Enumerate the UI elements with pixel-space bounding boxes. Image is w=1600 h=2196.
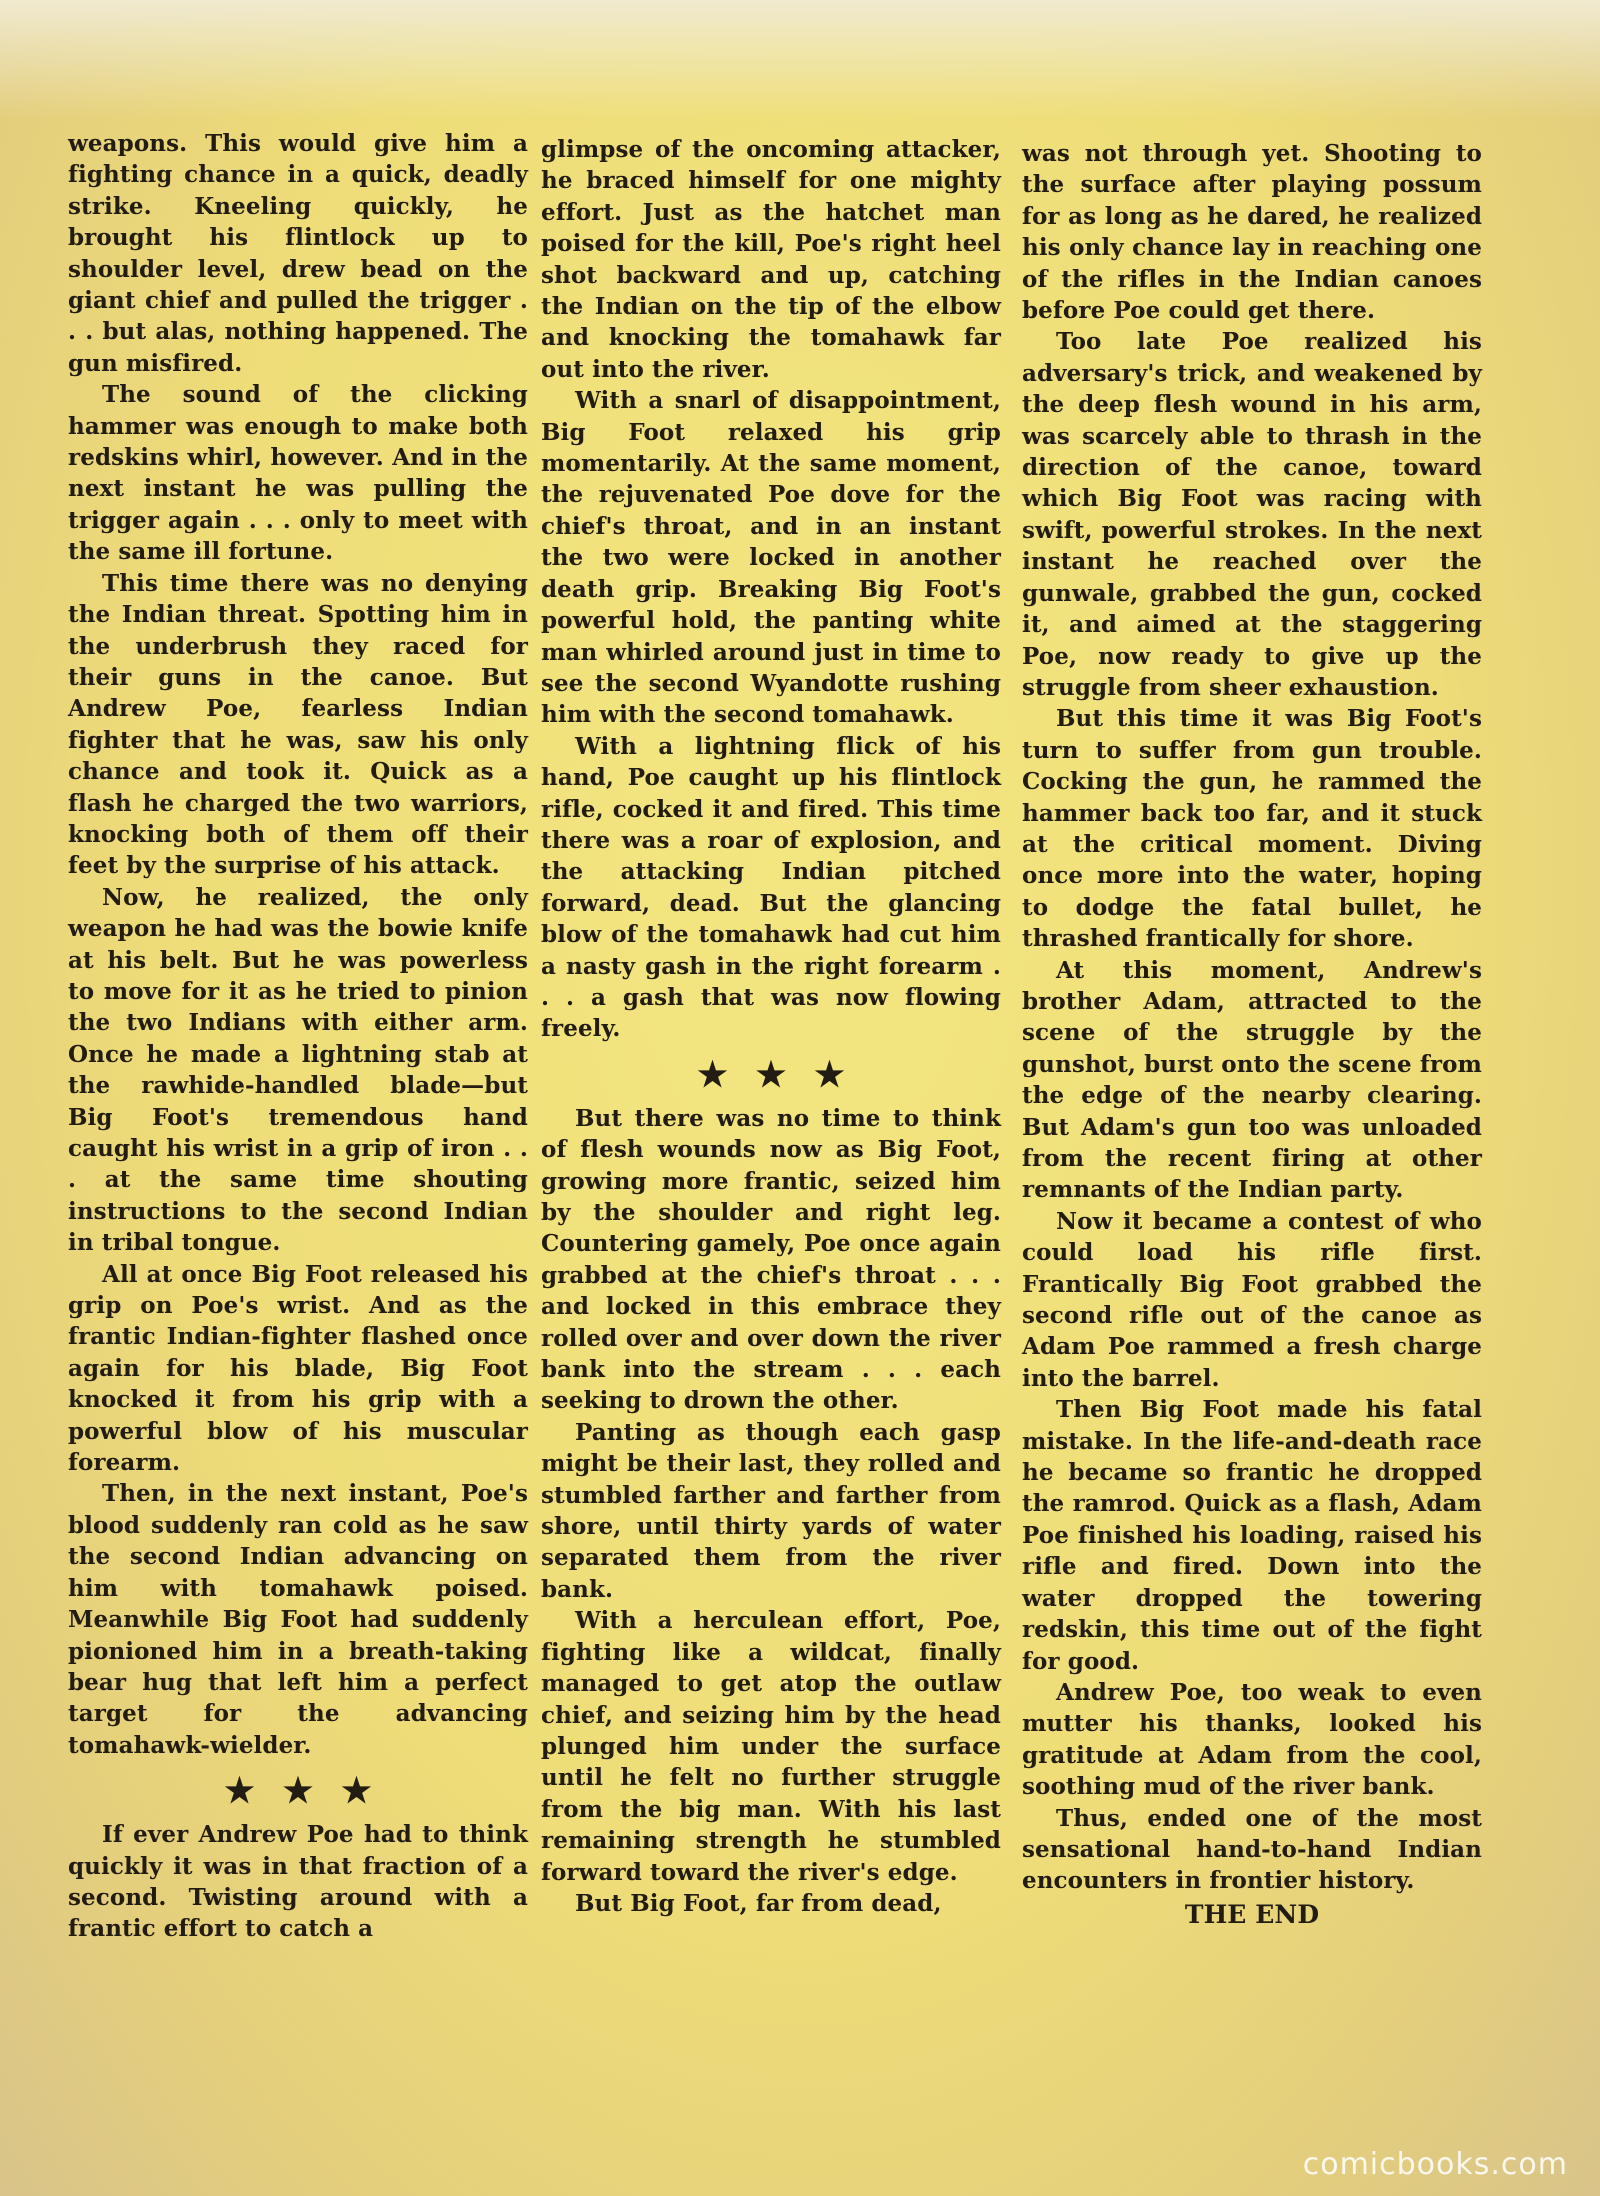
the-end-label: THE END	[1184, 1899, 1320, 1929]
paragraph: The sound of the clicking hammer was enough to make both redskins whirl, however. And in the next instant he was pulling the trigger again . . . only to meet with the same ill fortune.	[68, 381, 528, 566]
paragraph: This time there was no denying the Indian threat. Spotting him in the underbrush they raced for their guns in the canoe. But Andrew Poe, fearless Indian fighter that he was, saw his only chance and took it. Quick as a flash he charged the two warriors, knocking both of them off their feet by the surprise of his attack.	[68, 569, 528, 880]
paragraph: Thus, ended one of the most sensational hand-to-hand Indian encounters in frontier history.	[1022, 1804, 1482, 1895]
paragraph: weapons. This would give him a fighting chance in a quick, deadly strike. Kneeling quickly, he brought his flintlock up to shoulder level, drew bead on the giant chief and pulled the trigger . . . but alas, nothing happened. The gun misfired.	[68, 130, 528, 377]
paragraph: If ever Andrew Poe had to think quickly it was in that fraction of a second. Twisting around with a frantic effort to catch a	[68, 1821, 528, 1943]
site-watermark: comicbooks.com	[1302, 2147, 1568, 2182]
paragraph: With a herculean effort, Poe, fighting like a wildcat, finally managed to get atop the outlaw chief, and seizing him by the head plunged him under the surface until he felt no further struggle from the big man. With his last remaining strength he stumbled forward toward the river's edge.	[541, 1607, 1001, 1886]
paragraph: Then Big Foot made his fatal mistake. In the life-and-death race he became so frantic he dropped the ramrod. Quick as a flash, Adam Poe finished his loading, raised his rifle and fired. Down into the water dropped the towering redskin, this time out of the fight for good.	[1022, 1396, 1482, 1675]
paragraph: Now, he realized, the only weapon he had was the bowie knife at his belt. But he was powerless to move for it as he tried to pinion the two Indians with either arm. Once he made a lightning stab at the rawhide-handled blade—but Big Foot's tremendous hand caught his wrist in a grip of iron . . . at the same time shouting instructions to the second Indian in tribal tongue.	[68, 883, 528, 1257]
section-break-stars: ★★★	[697, 1054, 873, 1095]
story-column-3	[1022, 138, 1482, 1930]
paragraph: Now it became a contest of who could load his rifle first. Frantically Big Foot grabbed the second rifle out of the canoe as Adam Poe rammed a fresh charge into the barrel.	[1022, 1207, 1482, 1392]
paragraph: Panting as though each gasp might be their last, they rolled and stumbled farther and farther from shore, until thirty yards of water separated them from the river bank.	[541, 1418, 1001, 1603]
story-column-2	[541, 134, 1001, 1919]
paragraph: With a lightning flick of his hand, Poe caught up his flintlock rifle, cocked it and fired. This time there was a roar of explosion, and the attacking Indian pitched forward, dead. But the glancing blow of the tomahawk had cut him a nasty gash in the right forearm . . . a gash that was now flowing freely.	[541, 732, 1001, 1043]
story-column-1	[68, 128, 528, 1945]
paragraph: But this time it was Big Foot's turn to suffer from gun trouble. Cocking the gun, he rammed the hammer back too far, and it stuck at the critical moment. Diving once more into the water, hoping to dodge the fatal bullet, he thrashed frantically for shore.	[1022, 705, 1482, 953]
paragraph: Andrew Poe, too weak to even mutter his thanks, looked his gratitude at Adam from the cool, soothing mud of the river bank.	[1022, 1678, 1482, 1801]
paragraph: glimpse of the oncoming attacker, he braced himself for one mighty effort. Just as the hatchet man poised for the kill, Poe's right heel shot backward and up, catching the Indian on the tip of the elbow and knocking the tomahawk far out into the river.	[541, 136, 1001, 383]
paragraph: was not through yet. Shooting to the surface after playing possum for as long as he dared, he realized his only chance lay in reaching one of the rifles in the Indian canoes before Poe could get there.	[1022, 140, 1482, 325]
paragraph: Then, in the next instant, Poe's blood suddenly ran cold as he saw the second Indian advancing on him with tomahawk poised. Meanwhile Big Foot had suddenly pionioned him in a breath-taking bear hug that left him a perfect target for the advancing tomahawk-wielder.	[68, 1480, 528, 1759]
paragraph: Too late Poe realized his adversary's trick, and weakened by the deep flesh wound in his arm, was scarcely able to thrash in the direction of the canoe, toward which Big Foot was racing with swift, powerful strokes. In the next instant he reached over the gunwale, grabbed the gun, cocked it, and aimed at the staggering Poe, now ready to give up the struggle from sheer exhaustion.	[1022, 328, 1482, 701]
paragraph: With a snarl of disappointment, Big Foot relaxed his grip momentarily. At the same moment, the rejuvenated Poe dove for the chief's throat, and in an instant the two were locked in another death grip. Breaking Big Foot's powerful hold, the panting white man whirled around just in time to see the second Wyandotte rushing him with the second tomahawk.	[541, 387, 1001, 729]
paragraph: But there was no time to think of flesh wounds now as Big Foot, growing more frantic, seized him by the shoulder and right leg. Countering gamely, Poe once again grabbed at the chief's throat . . . and locked in this embrace they rolled over and over down the river bank into the stream . . . each seeking to drown the other.	[541, 1104, 1001, 1415]
paragraph: But Big Foot, far from dead,	[575, 1889, 942, 1917]
paragraph: At this moment, Andrew's brother Adam, attracted to the scene of the struggle by the gunshot, burst onto the scene from the edge of the nearby clearing. But Adam's gun too was unloaded from the recent firing at other remnants of the Indian party.	[1022, 956, 1482, 1204]
paragraph: All at once Big Foot released his grip on Poe's wrist. And as the frantic Indian-fighter flashed once again for his blade, Big Foot knocked it from his grip with a powerful blow of his muscular forearm.	[68, 1260, 528, 1477]
section-break-stars: ★★★	[224, 1771, 400, 1812]
